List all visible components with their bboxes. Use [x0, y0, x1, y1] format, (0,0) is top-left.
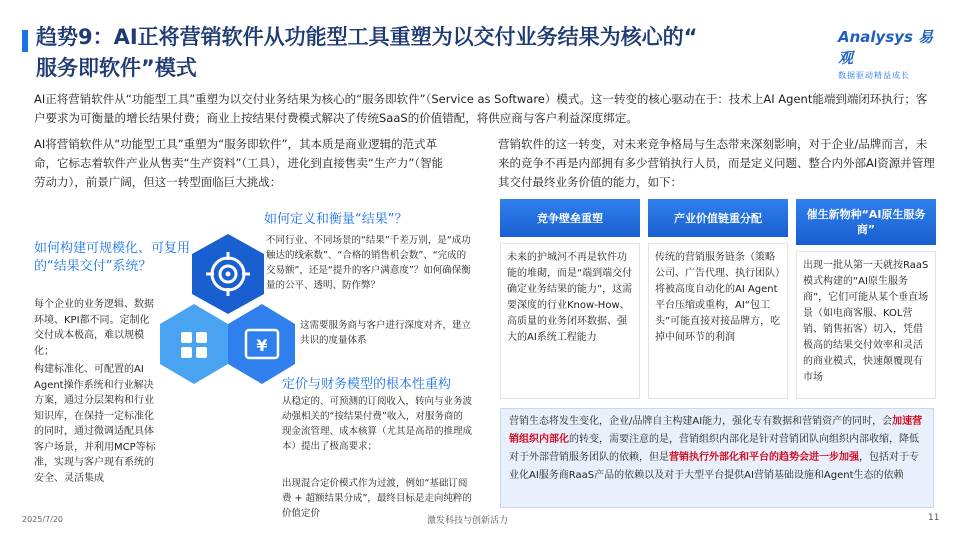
- challenge-3-title: 定价与财务模型的根本性重构: [282, 377, 452, 392]
- impact-column-2: [648, 199, 788, 399]
- logo-tagline: 数据驱动精益成长: [838, 71, 910, 80]
- impact-column-1: [500, 199, 640, 399]
- summary-highlight-2: 营销执行外部化和平台的趋势会进一步加强: [669, 452, 859, 463]
- impact-column-3: [796, 199, 936, 399]
- impact-column-3-head: 催生新物种“AI原生服务商”: [796, 199, 936, 245]
- impact-column-3-body: 出现一批从第一天就按RaaS模式构建的“AI原生服务商”，它们可能从某个垂直场景（如电商客服、KOL营销、销售拓客）切入，凭借极高的结果交付效率和灵活的商业模式，快速颠覆现有市场: [796, 251, 936, 399]
- hexagon-bottom-left: [160, 304, 228, 384]
- summary-text-2: 的转变，需要注意的是，营销组织内部化是针对营销团队向组织内部收缩，降低对于外部营销服务团队的依赖，但是: [509, 434, 919, 463]
- summary-highlight-1: 加速营销组织内部化: [509, 416, 923, 445]
- intro-paragraph: AI正将营销软件从“功能型工具”重塑为以交付业务结果为核心的“服务即软件”（Service as Software）模式。这一转变的核心驱动在于：技术上AI Agent能端到端闭环执行；客户要求为可衡量的增长结果付费；商业上按结果付费模式解决了传统SaaS的价值错配，将供应商与客户利益深度绑定。: [34, 92, 928, 125]
- title-accent-bar: [22, 30, 28, 52]
- challenge-1-text-2: 构建标准化、可配置的AI Agent操作系统和行业解决方案，通过分层架构和行业知识库，在保持一定标准化的同时，通过微调适配具体客户场景，并利用MCP等标准，实现与客户现有系统的安全、灵活集成: [34, 364, 156, 484]
- impact-column-2-body: 传统的营销服务链条（策略公司、广告代理、执行团队）将被高度自动化的AI Agent平台压缩或重构，AI“包工头”可能直接对接品牌方，吃掉中间环节的利润: [648, 243, 788, 399]
- summary-text-3: ，包括对于专业化AI服务商RaaS产品的依赖以及对于大型平台提供AI营销基础设施和Agent生态的依赖: [509, 452, 919, 481]
- challenge-1-title: 如何构建可规模化、可复用的“结果交付”系统？: [34, 241, 191, 274]
- logo-name: Analysys 易观: [838, 28, 934, 67]
- impact-column-1-body: 未来的护城河不再是软件功能的堆砌，而是“端到端交付确定业务结果的能力”，这需要深度的行业Know-How、高质量的业务闭环数据、强大的AI系统工程能力: [500, 243, 640, 399]
- svg-text:¥: ¥: [256, 336, 268, 355]
- hexagon-bottom-right: [228, 304, 295, 384]
- page-title-line2: 服务即软件”模式: [36, 56, 197, 80]
- impact-column-1-head: 竞争壁垒重塑: [500, 199, 640, 237]
- footer-date: 2025/7/20: [22, 515, 64, 524]
- challenge-3-text-2: 出现混合定价模式作为过渡，例如“基础订阅费 + 超额结果分成”，最终目标是走向纯粹的价值定价: [282, 478, 472, 519]
- impact-column-2-head: 产业价值链重分配: [648, 199, 788, 237]
- page-title-line1: 趋势9：AI正将营销软件从功能型工具重塑为以交付业务结果为核心的“: [36, 25, 698, 49]
- challenge-3-text-1: 从稳定的、可预测的订阅收入，转向与业务波动强相关的“按结果付费”收入，对服务商的现金流管理、成本核算（尤其是高昂的推理成本）提出了极高要求；: [282, 396, 473, 452]
- challenge-2-title: 如何定义和衡量“结果”？: [264, 212, 408, 227]
- page-title: [36, 22, 816, 84]
- footer-slogan: 激发科技与创新活力: [427, 516, 509, 526]
- challenge-2-text-1: 不同行业、不同场景的“结果”千差万别，是“成功触达的线索数”、“合格的销售机会数”、“完成的交易额”，还是“提升的客户满意度”？如何确保衡量的公平、透明、防作弊？: [266, 235, 471, 291]
- challenge-2-text-2: 这需要服务商与客户进行深度对齐，建立共识的度量体系: [300, 320, 472, 346]
- right-intro-paragraph: 营销软件的这一转变，对未来竞争格局与生态带来深刻影响，对于企业/品牌而言，未来的竞争不再是内部拥有多少营销执行人员，而是定义问题、整合内外部AI资源并管理其交付最终业务价值的能力，如下：: [498, 137, 935, 189]
- hexagon-top: [192, 234, 264, 314]
- analysys-logo: [838, 26, 948, 80]
- summary-box: [500, 408, 934, 508]
- summary-text-1: 营销生态将发生变化，企业/品牌自主构建AI能力，强化专有数据和营销资产的同时，会: [509, 416, 893, 427]
- page-number: 11: [928, 513, 940, 523]
- challenge-1-text-1: 每个企业的业务逻辑、数据环境、KPI都不同。定制化交付成本极高，难以规模化；: [34, 299, 154, 357]
- left-intro-paragraph: AI将营销软件从“功能型工具”重塑为“服务即软件”，其本质是商业逻辑的范式革命，它标志着软件产业从售卖“生产资料”（工具），进化到直接售卖“生产力”（智能劳动力），前景广阔，但这一转型面临巨大挑战：: [34, 137, 444, 189]
